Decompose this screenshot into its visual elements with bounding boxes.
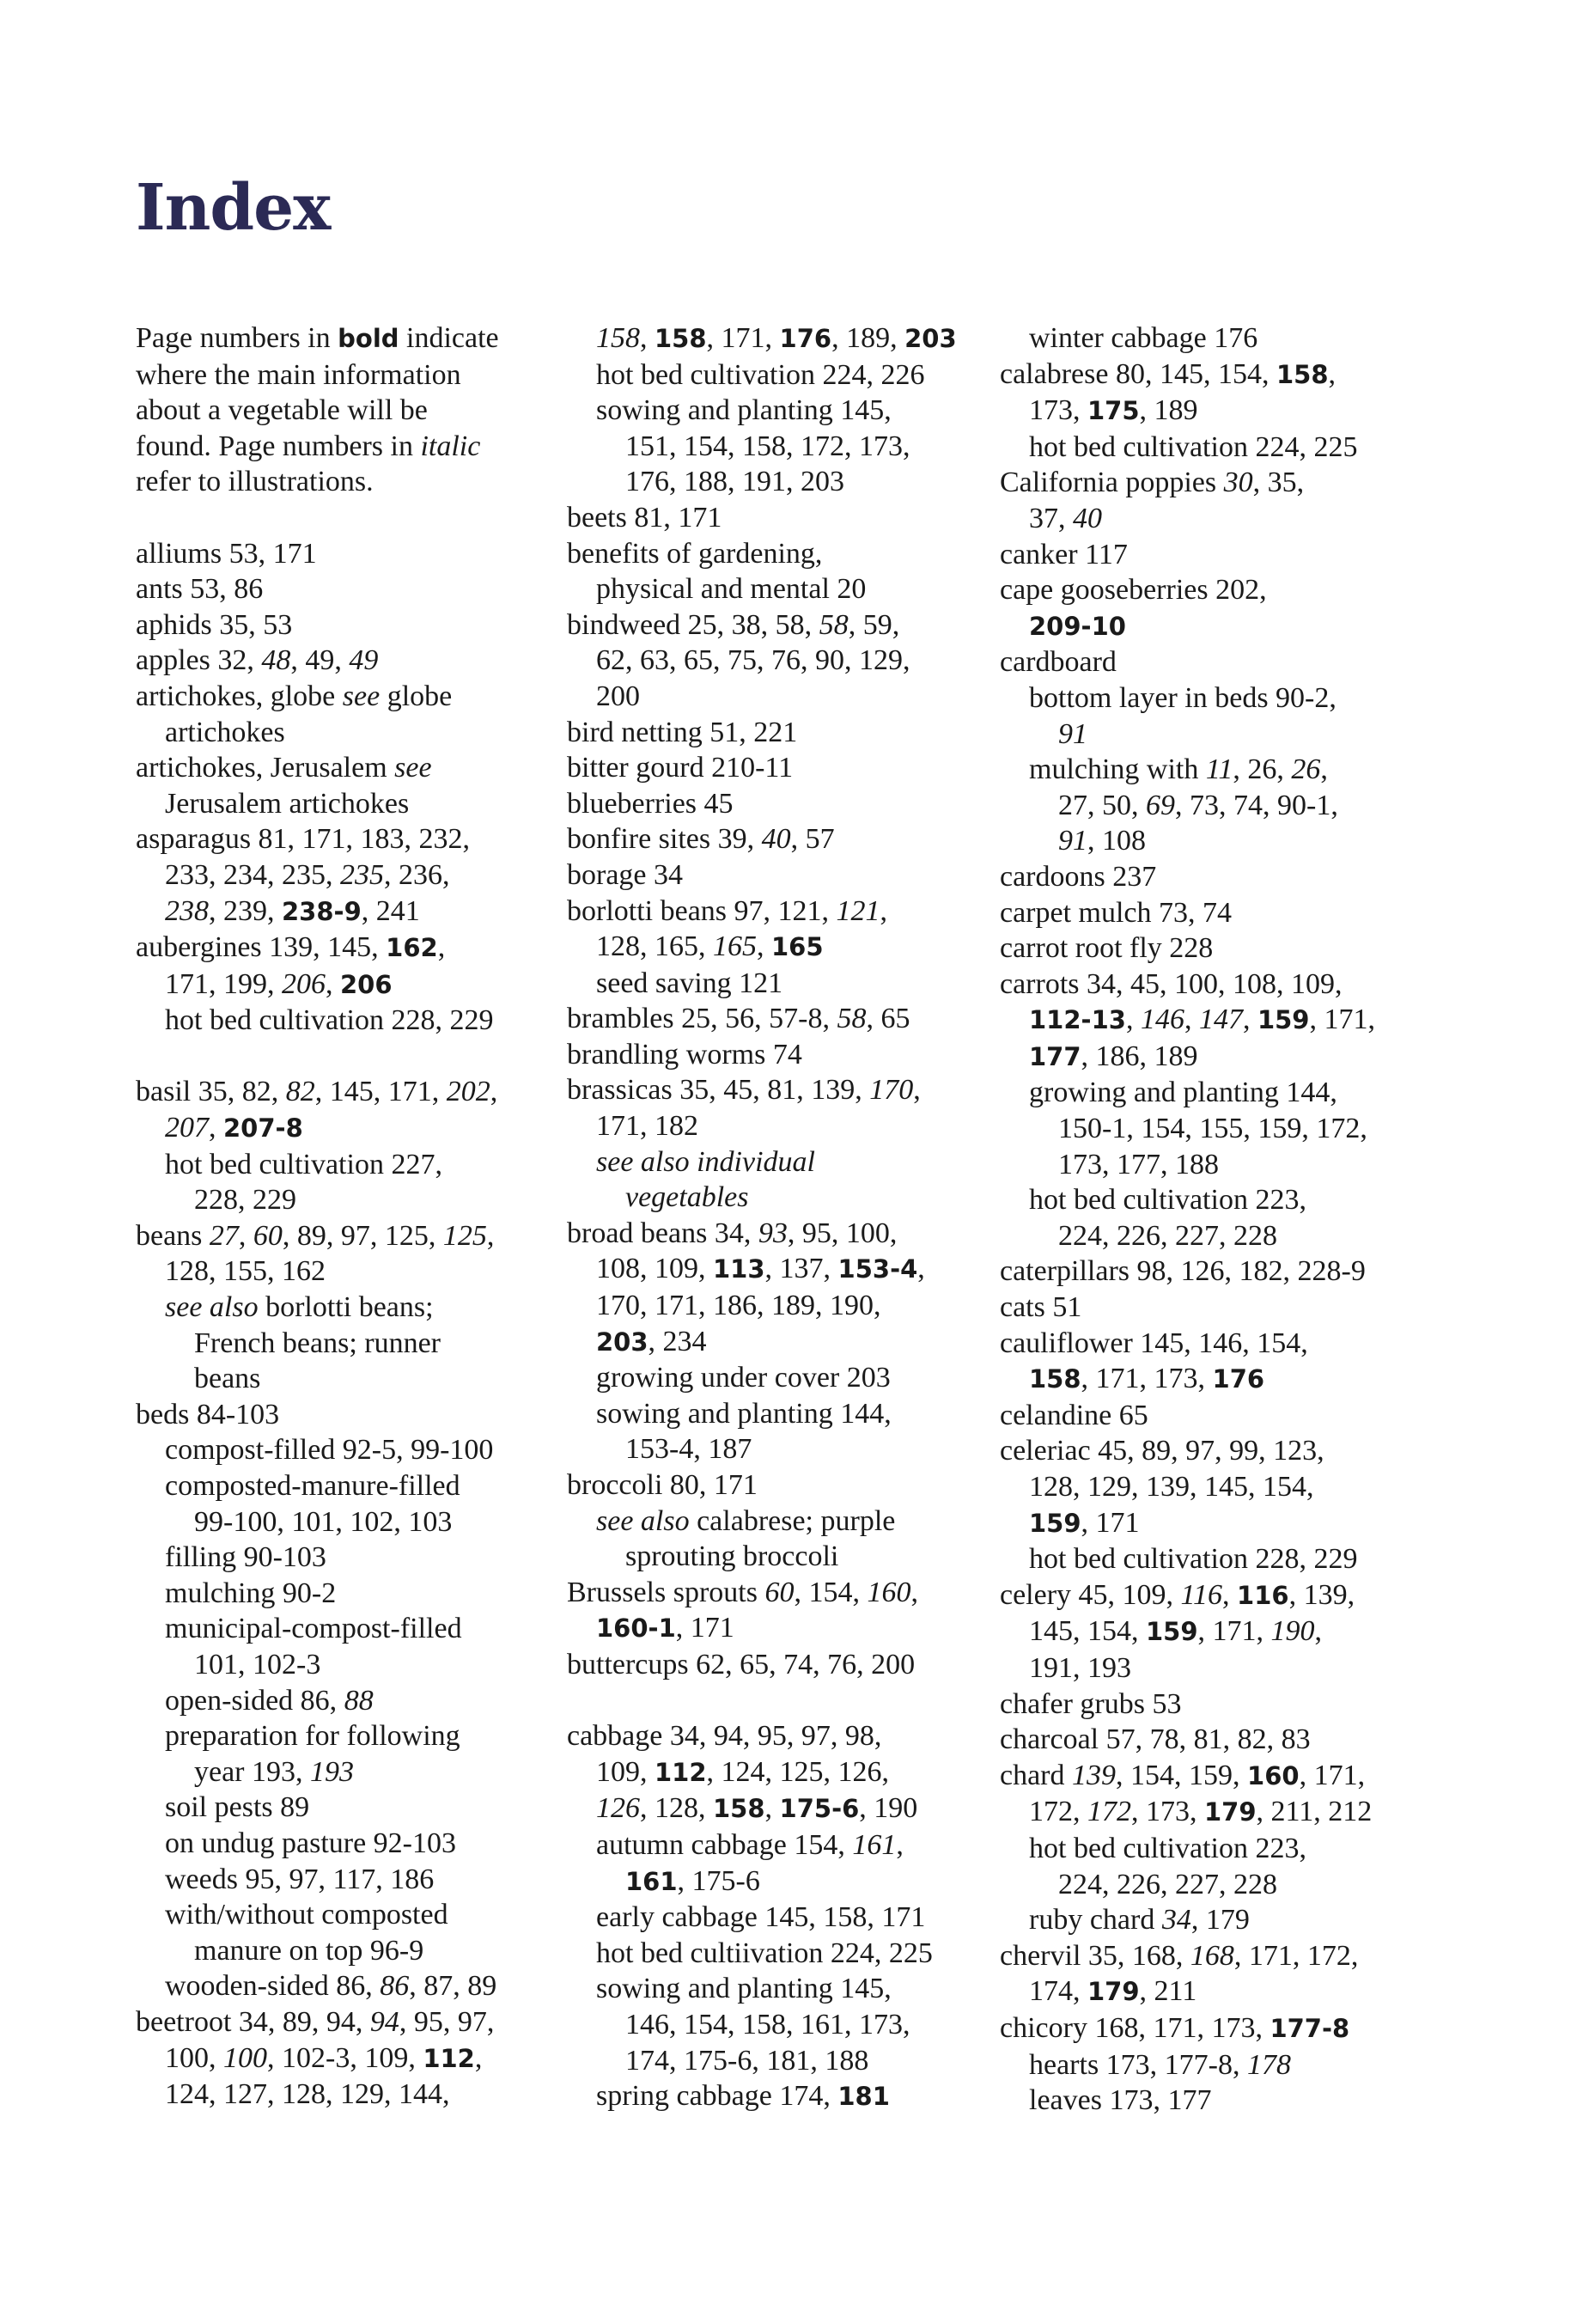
index-entry: celandine 65	[1000, 1399, 1148, 1431]
index-subentry: 91, 108	[1058, 825, 1146, 857]
index-subentry: hot bed cultivation 223,	[1029, 1832, 1306, 1864]
italic-ref: 168	[1190, 1939, 1234, 1972]
italic-ref: 206	[282, 967, 326, 1000]
index-subentry: municipal-compost-filled	[165, 1613, 462, 1645]
index-subentry: sowing and planting 144,	[596, 1397, 892, 1430]
index-subentry: beans	[194, 1363, 261, 1395]
italic-ref: 126	[596, 1792, 640, 1825]
index-subentry: 108, 109, 113, 137, 153-4,	[596, 1253, 925, 1285]
index-entry: bonfire sites 39, 40, 57	[567, 823, 835, 856]
index-entry: brassicas 35, 45, 81, 139, 170,	[567, 1074, 921, 1107]
italic-ref: 121	[836, 894, 880, 927]
index-subentry: see also borlotti beans;	[165, 1291, 434, 1324]
bold-page-ref: 162	[386, 933, 438, 963]
index-entry: beans 27, 60, 89, 97, 125, 125,	[136, 1219, 495, 1252]
index-entry: chafer grubs 53	[1000, 1687, 1182, 1720]
index-subentry: 177, 186, 189	[1029, 1040, 1198, 1072]
bold-page-ref: 176	[779, 324, 832, 353]
index-subentry: soil pests 89	[165, 1791, 310, 1824]
index-column-1	[136, 320, 600, 2113]
bold-page-ref: 158	[713, 1794, 765, 1824]
index-subentry: 203, 234	[596, 1325, 707, 1357]
index-subentry: hot bed cultivation 224, 226	[596, 358, 925, 391]
bold-page-ref: 158	[1029, 1364, 1081, 1394]
index-subentry: winter cabbage 176	[1029, 322, 1258, 354]
index-entry: beets 81, 171	[567, 501, 722, 534]
italic-ref: 207	[165, 1112, 209, 1144]
index-entry: bindweed 25, 38, 58, 58, 59,	[567, 608, 900, 641]
index-entry: caterpillars 98, 126, 182, 228-9	[1000, 1255, 1366, 1288]
bold-page-ref: 207-8	[223, 1113, 303, 1144]
index-entry: borage 34	[567, 858, 684, 891]
index-entry: cauliflower 145, 146, 154,	[1000, 1327, 1308, 1359]
index-entry: carrot root fly 228	[1000, 932, 1214, 965]
italic-ref: 160	[867, 1576, 911, 1608]
italic-ref: 146	[1140, 1003, 1184, 1036]
index-subentry: 99-100, 101, 102, 103	[194, 1505, 453, 1538]
bold-page-ref: 116	[1237, 1580, 1289, 1610]
index-subentry: artichokes	[165, 716, 285, 748]
index-subentry: French beans; runner	[194, 1327, 441, 1359]
index-subentry: open-sided 86, 88	[165, 1684, 374, 1717]
index-subentry: sowing and planting 145,	[596, 394, 892, 427]
italic-ref: 60	[253, 1219, 283, 1252]
italic-ref: 82	[285, 1076, 315, 1108]
index-subentry: wooden-sided 86, 86, 87, 89	[165, 1970, 497, 2003]
bold-page-ref: 158	[655, 324, 707, 353]
index-subentry: 126, 128, 158, 175-6, 190	[596, 1792, 918, 1825]
italic-ref: 27	[209, 1219, 239, 1252]
italic-ref: 58	[837, 1003, 867, 1035]
index-subentry: 158, 171, 173, 176	[1029, 1363, 1265, 1395]
index-subentry: weeds 95, 97, 117, 186	[165, 1863, 435, 1895]
index-subentry: 172, 172, 173, 179, 211, 212	[1029, 1796, 1373, 1828]
index-entry: refer to illustrations.	[136, 466, 374, 498]
index-subentry: 146, 154, 158, 161, 173,	[625, 2008, 910, 2040]
index-subentry: year 193, 193	[194, 1755, 355, 1788]
index-subentry: 124, 127, 128, 129, 144,	[165, 2078, 450, 2111]
index-entry: celeriac 45, 89, 97, 99, 123,	[1000, 1435, 1324, 1467]
index-entry: cardboard	[1000, 646, 1117, 679]
index-entry: cabbage 34, 94, 95, 97, 98,	[567, 1720, 882, 1753]
bold-page-ref: bold	[338, 324, 399, 353]
index-subentry: 160-1, 171	[596, 1612, 734, 1644]
index-subentry: 173, 177, 188	[1058, 1148, 1219, 1180]
index-entry: benefits of gardening,	[567, 537, 823, 570]
index-entry: found. Page numbers in italic	[136, 430, 481, 462]
italic-ref: 147	[1198, 1003, 1243, 1036]
index-entry: apples 32, 48, 49, 49	[136, 644, 379, 677]
index-entry: where the main information	[136, 358, 461, 391]
index-subentry: 112-13, 146, 147, 159, 171,	[1029, 1003, 1375, 1036]
index-subentry: 176, 188, 191, 203	[625, 466, 844, 498]
italic-ref: see also	[596, 1504, 690, 1537]
italic-ref: 165	[713, 930, 757, 963]
index-entry: chicory 168, 171, 173, 177-8	[1000, 2011, 1350, 2044]
bold-page-ref: 238-9	[282, 896, 362, 926]
index-subentry: hot bed cultiivation 224, 225	[596, 1937, 933, 1969]
italic-ref: 40	[761, 823, 791, 856]
bold-page-ref: 161	[625, 1866, 678, 1896]
index-subentry: ruby chard 34, 179	[1029, 1904, 1250, 1937]
index-subentry: hot bed cultivation 227,	[165, 1148, 442, 1180]
index-entry: chard 139, 154, 159, 160, 171,	[1000, 1759, 1366, 1791]
index-subentry: 100, 100, 102-3, 109, 112,	[165, 2041, 483, 2074]
index-subentry: 224, 226, 227, 228	[1058, 1868, 1277, 1900]
index-subentry: filling 90-103	[165, 1541, 326, 1574]
index-subentry: hearts 173, 177-8, 178	[1029, 2048, 1292, 2081]
index-subentry: 224, 226, 227, 228	[1058, 1219, 1277, 1252]
index-subentry: spring cabbage 174, 181	[596, 2080, 890, 2113]
index-entry: broccoli 80, 171	[567, 1469, 758, 1501]
italic-ref: 60	[764, 1576, 795, 1608]
bold-page-ref: 165	[771, 932, 824, 962]
italic-ref: 40	[1073, 502, 1102, 534]
index-entry: artichokes, globe see globe	[136, 680, 453, 712]
index-subentry: 174, 179, 211	[1029, 1975, 1197, 2008]
index-entry: chervil 35, 168, 168, 171, 172,	[1000, 1939, 1359, 1972]
italic-ref: 93	[758, 1217, 788, 1249]
bold-page-ref: 159	[1146, 1617, 1198, 1647]
italic-ref: 26	[1291, 753, 1321, 786]
index-entry: broad beans 34, 93, 95, 100,	[567, 1217, 898, 1249]
italic-ref: 11	[1205, 753, 1233, 786]
index-subentry: 153-4, 187	[625, 1433, 752, 1466]
index-subentry: autumn cabbage 154, 161,	[596, 1828, 904, 1861]
index-entry: about a vegetable will be	[136, 394, 428, 427]
index-subentry: 158, 158, 171, 176, 189, 203	[596, 322, 957, 354]
italic-ref: 235	[340, 858, 384, 891]
page-title: Index	[136, 171, 331, 245]
index-column-2	[567, 320, 1031, 2115]
index-subentry: 170, 171, 186, 189, 190,	[596, 1290, 881, 1322]
index-entry: alliums 53, 171	[136, 537, 317, 570]
index-subentry: 233, 234, 235, 235, 236,	[165, 858, 450, 891]
index-subentry: 191, 193	[1029, 1651, 1131, 1684]
italic-ref: 34	[1161, 1904, 1191, 1937]
index-entry: celery 45, 109, 116, 116, 139,	[1000, 1578, 1355, 1611]
italic-ref: 116	[1180, 1578, 1223, 1611]
bold-page-ref: 160-1	[596, 1613, 676, 1644]
italic-ref: 193	[310, 1755, 355, 1788]
italic-ref: 125	[442, 1219, 487, 1252]
bold-page-ref: 112-13	[1029, 1005, 1126, 1035]
italic-ref: 172	[1087, 1796, 1131, 1828]
index-subentry: sowing and planting 145,	[596, 1973, 892, 2005]
italic-ref: 91	[1058, 825, 1087, 857]
index-entry: calabrese 80, 145, 154, 158,	[1000, 357, 1336, 390]
index-subentry: seed saving 121	[596, 967, 783, 999]
italic-ref: see also individual	[596, 1145, 815, 1178]
bold-page-ref: 179	[1204, 1797, 1257, 1827]
index-subentry: 37, 40	[1029, 502, 1102, 534]
italic-ref: 161	[852, 1828, 897, 1861]
index-entry: carrots 34, 45, 100, 108, 109,	[1000, 967, 1343, 1000]
index-subentry: 101, 102-3	[194, 1648, 321, 1680]
italic-ref: 30	[1223, 467, 1253, 499]
index-entry: basil 35, 82, 82, 145, 171, 202,	[136, 1076, 498, 1108]
italic-ref: italic	[420, 430, 481, 462]
italic-ref: 202	[446, 1076, 490, 1108]
index-subentry: 128, 155, 162	[165, 1255, 326, 1288]
index-entry: cape gooseberries 202,	[1000, 574, 1267, 607]
index-subentry: 151, 154, 158, 172, 173,	[625, 430, 910, 462]
italic-ref: see also	[165, 1291, 259, 1324]
bold-page-ref: 160	[1247, 1760, 1300, 1790]
index-entry: bitter gourd 210-11	[567, 752, 794, 784]
index-subentry	[567, 1144, 1031, 1180]
italic-ref: 49	[349, 644, 379, 677]
index-subentry: 128, 165, 165, 165	[596, 930, 824, 963]
index-subentry: 128, 129, 139, 145, 154,	[1029, 1471, 1314, 1503]
index-subentry: bottom layer in beds 90-2,	[1029, 681, 1336, 714]
index-subentry: 150-1, 154, 155, 159, 172,	[1058, 1113, 1367, 1145]
index-entry: borlotti beans 97, 121, 121,	[567, 894, 888, 927]
italic-ref: 238	[165, 894, 209, 927]
bold-page-ref: 181	[837, 2082, 890, 2112]
italic-ref: see	[342, 680, 381, 712]
index-subentry: 174, 175-6, 181, 188	[625, 2044, 869, 2077]
index-entry: canker 117	[1000, 538, 1128, 570]
bold-page-ref: 176	[1212, 1364, 1265, 1394]
index-column-3	[1000, 320, 1464, 2119]
index-subentry: 228, 229	[194, 1184, 296, 1217]
index-entry: Brussels sprouts 60, 154, 160,	[567, 1576, 918, 1608]
index-subentry: sprouting broccoli	[625, 1540, 839, 1573]
index-subentry: early cabbage 145, 158, 171	[596, 1901, 926, 1934]
italic-ref: 88	[344, 1684, 374, 1717]
italic-ref: 58	[819, 608, 849, 641]
italic-ref: 158	[596, 322, 640, 354]
index-entry: ants 53, 86	[136, 573, 264, 606]
italic-ref: 94	[369, 2005, 399, 2038]
italic-ref: 139	[1072, 1759, 1117, 1791]
bold-page-ref: 177	[1029, 1041, 1081, 1071]
index-subentry: growing under cover 203	[596, 1362, 891, 1394]
index-entry: brambles 25, 56, 57-8, 58, 65	[567, 1003, 910, 1035]
index-entry: brandling worms 74	[567, 1038, 802, 1071]
index-subentry: physical and mental 20	[596, 573, 867, 606]
italic-ref: vegetables	[625, 1181, 749, 1214]
index-subentry: compost-filled 92-5, 99-100	[165, 1434, 494, 1467]
bold-page-ref: 113	[713, 1254, 765, 1284]
index-subentry	[567, 1180, 1031, 1216]
bold-page-ref: 179	[1087, 1977, 1140, 2007]
index-subentry: mulching with 11, 26, 26,	[1029, 753, 1328, 786]
index-entry: bird netting 51, 221	[567, 716, 798, 748]
bold-page-ref: 153-4	[837, 1254, 918, 1284]
index-subentry: 62, 63, 65, 75, 76, 90, 129,	[596, 644, 910, 677]
bold-page-ref: 158	[1276, 359, 1329, 389]
index-entry: asparagus 81, 171, 183, 232,	[136, 823, 471, 856]
italic-ref: 91	[1058, 717, 1087, 750]
index-subentry: 171, 199, 206, 206	[165, 967, 393, 1000]
index-subentry	[1000, 608, 1464, 645]
index-subentry: manure on top 96-9	[194, 1934, 424, 1967]
index-subentry: hot bed cultivation 223,	[1029, 1184, 1306, 1217]
index-entry: beetroot 34, 89, 94, 94, 95, 97,	[136, 2005, 495, 2038]
index-subentry: 109, 112, 124, 125, 126,	[596, 1755, 890, 1788]
index-subentry: 145, 154, 159, 171, 190,	[1029, 1615, 1323, 1648]
index-entry: beds 84-103	[136, 1398, 280, 1430]
index-entry: carpet mulch 73, 74	[1000, 896, 1233, 929]
index-entry: charcoal 57, 78, 81, 82, 83	[1000, 1723, 1311, 1756]
index-subentry: 171, 182	[596, 1110, 698, 1143]
index-subentry: 161, 175-6	[625, 1864, 760, 1897]
index-entry: aphids 35, 53	[136, 608, 293, 641]
index-subentry: on undug pasture 92-103	[165, 1827, 457, 1859]
bold-page-ref: 203	[904, 324, 957, 353]
section-gap	[136, 500, 600, 536]
index-subentry: hot bed cultivation 228, 229	[1029, 1543, 1358, 1576]
section-gap	[567, 1683, 1031, 1719]
index-entry: cats 51	[1000, 1291, 1082, 1324]
italic-ref: see	[394, 752, 432, 784]
italic-ref: 170	[869, 1074, 914, 1107]
italic-ref: 69	[1146, 789, 1175, 821]
italic-ref: 86	[380, 1970, 410, 2003]
bold-page-ref: 175	[1087, 396, 1140, 426]
section-gap	[136, 1039, 600, 1075]
index-subentry: preparation for following	[165, 1720, 460, 1753]
index-subentry	[1000, 717, 1464, 753]
italic-ref: 48	[261, 644, 291, 677]
index-subentry: leaves 173, 177	[1029, 2084, 1212, 2117]
index-subentry: see also calabrese; purple	[596, 1504, 896, 1537]
bold-page-ref: 209-10	[1029, 611, 1126, 641]
index-subentry: 200	[596, 680, 640, 712]
index-subentry: with/without composted	[165, 1899, 448, 1931]
bold-page-ref: 159	[1029, 1508, 1081, 1538]
bold-page-ref: 175-6	[779, 1794, 860, 1824]
italic-ref: 190	[1270, 1615, 1315, 1648]
bold-page-ref: 159	[1257, 1005, 1310, 1035]
index-subentry: growing and planting 144,	[1029, 1077, 1337, 1109]
italic-ref: 178	[1247, 2048, 1292, 2081]
index-entry: cardoons 237	[1000, 860, 1157, 893]
index-entry: artichokes, Jerusalem see	[136, 752, 432, 784]
index-subentry: Jerusalem artichokes	[165, 787, 410, 820]
index-subentry: 207, 207-8	[165, 1112, 303, 1144]
italic-ref: 100	[223, 2041, 267, 2074]
index-subentry: composted-manure-filled	[165, 1470, 460, 1502]
index-entry: buttercups 62, 65, 74, 76, 200	[567, 1648, 916, 1680]
bold-page-ref: 112	[423, 2043, 475, 2073]
bold-page-ref: 177-8	[1270, 2013, 1350, 2043]
index-entry: aubergines 139, 145, 162,	[136, 931, 446, 964]
bold-page-ref: 203	[596, 1327, 648, 1357]
bold-page-ref: 112	[655, 1757, 707, 1787]
index-entry: Page numbers in bold indicate	[136, 322, 499, 354]
index-subentry: 238, 239, 238-9, 241	[165, 894, 420, 927]
index-entry: California poppies 30, 35,	[1000, 467, 1305, 499]
index-subentry: hot bed cultivation 228, 229	[165, 1004, 494, 1037]
index-subentry: 159, 171	[1029, 1506, 1140, 1539]
index-subentry: 173, 175, 189	[1029, 394, 1198, 427]
index-subentry: hot bed cultivation 224, 225	[1029, 430, 1358, 463]
index-subentry: mulching 90-2	[165, 1577, 337, 1609]
index-subentry: 27, 50, 69, 73, 74, 90-1,	[1058, 789, 1338, 821]
index-entry: blueberries 45	[567, 787, 734, 820]
bold-page-ref: 206	[340, 969, 393, 999]
